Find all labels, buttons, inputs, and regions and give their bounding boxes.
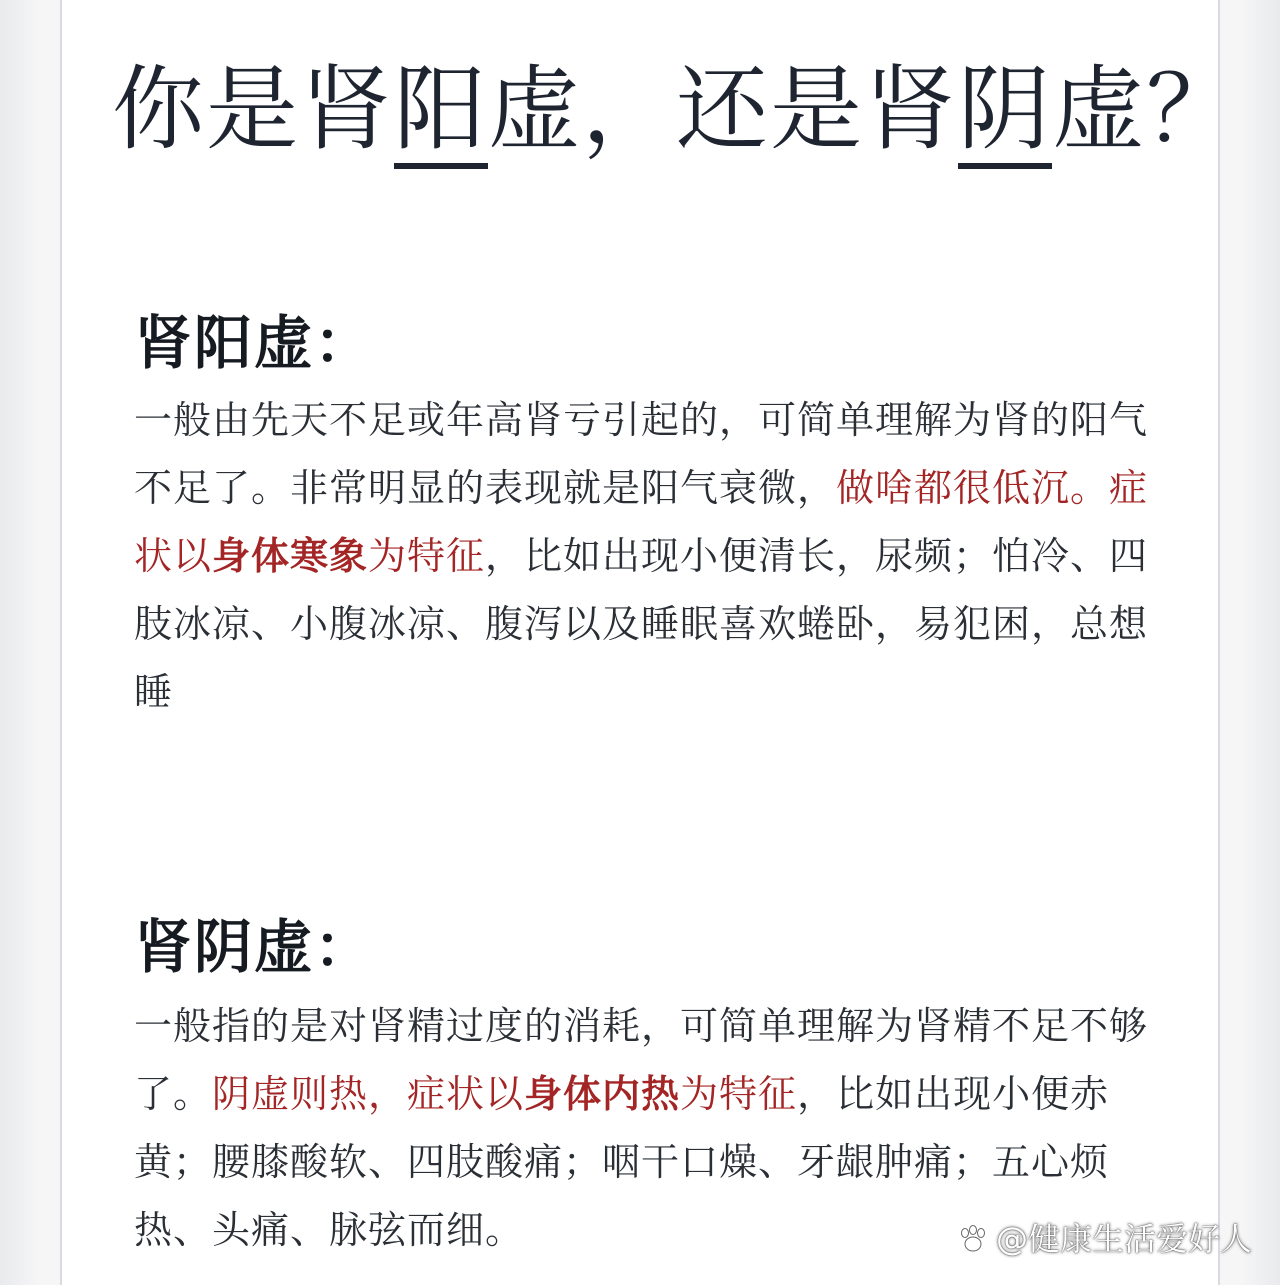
title-part-1: 你是肾: [112, 56, 395, 163]
title-underlined-yang: 阳: [394, 56, 488, 169]
title-part-3: 虚？: [1052, 56, 1241, 163]
watermark: [956, 1219, 1252, 1259]
highlight-segment: 做啥都很低沉。症状以: [134, 466, 1149, 578]
title-underlined-yin: 阴: [958, 56, 1052, 169]
section-body-kidney-yang: [134, 386, 1164, 726]
text-segment: 一般由先天不足或年高肾亏引起的，可简单理解为肾的阳气不足了。非常明显的表现就是阳气衰微，: [134, 398, 1149, 510]
article-card: [60, 0, 1241, 1285]
section-heading-kidney-yin: 肾阴虚：: [134, 913, 375, 981]
page-title: [112, 50, 1241, 170]
highlight-segment: 为特征: [368, 534, 486, 578]
text-segment: ，比如出现小便清长，尿频；怕冷、四肢冰凉、小腹冰凉、腹泻以及睡眠喜欢蜷卧，易犯困，总想睡: [134, 534, 1149, 714]
bold-highlight-segment: 身体内热: [524, 1072, 681, 1116]
title-part-2: 虚，还是肾: [488, 56, 959, 163]
watermark-text: @健康生活爱好人: [995, 1220, 1252, 1258]
highlight-segment: 阴虚则热，症状以: [212, 1072, 525, 1116]
paw-icon: [956, 1222, 990, 1256]
highlight-segment: 为特征: [680, 1072, 798, 1116]
text-segment: ，比如出现小便赤黄；腰膝酸软、四肢酸痛；咽干口燥、牙龈肿痛；五心烦热、头痛、脉弦而细。: [134, 1072, 1110, 1252]
bold-highlight-segment: 身体寒象: [212, 534, 369, 578]
section-heading-kidney-yang: 肾阳虚：: [134, 309, 375, 377]
text-segment: 一般指的是对肾精过度的消耗，可简单理解为肾精不足不够了。: [134, 1004, 1149, 1116]
